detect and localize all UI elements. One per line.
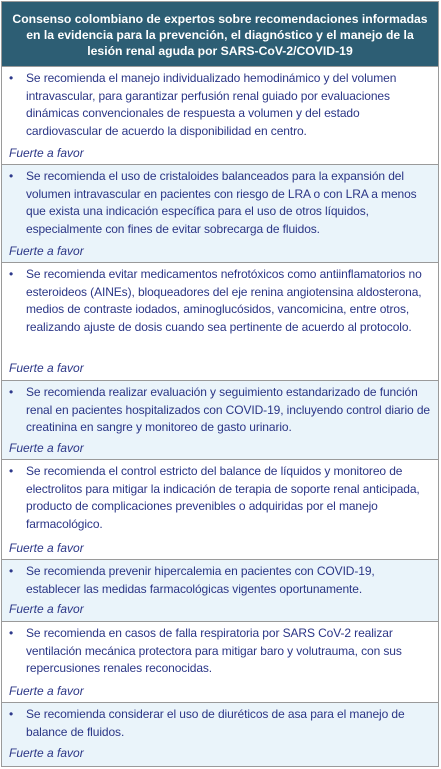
recommendation-row bbox=[2, 622, 438, 703]
bullet-icon: • bbox=[9, 564, 14, 578]
recommendation-strength: Fuerte a favor bbox=[9, 441, 84, 455]
recommendation-text: Se recomienda prevenir hipercalemia en pacientes con COVID-19, establecer las medidas farmacológicas vigentes oportunamente. bbox=[26, 564, 375, 596]
recommendation-row bbox=[2, 67, 438, 165]
recommendation-row bbox=[2, 460, 438, 560]
recommendation-text: Se recomienda el uso de cristaloides balanceados para la expansión del volumen intravascular en pacientes con riesgo de LRA o con LRA a menos que exista una indicación específica para el uso de otros líquidos, especialmente con fines de evitar sobrecarga de fluidos. bbox=[26, 169, 417, 236]
recommendation-strength: Fuerte a favor bbox=[9, 684, 84, 698]
recommendation-text: Se recomienda realizar evaluación y seguimiento estandarizado de función renal en pacientes hospitalizados con COVID-19, incluyendo control diario de creatinina en sangre y monitoreo de gasto urinario. bbox=[26, 385, 430, 435]
recommendation-text: Se recomienda en casos de falla respiratoria por SARS CoV-2 realizar ventilación mecánica protectora para mitigar baro y volutrauma, con sus repercusiones renales reconocidas. bbox=[26, 626, 402, 676]
table-title: Consenso colombiano de expertos sobre recomendaciones informadas en la evidencia para la prevención, el diagnóstico y el manejo de la lesión renal aguda por SARS-CoV-2/COVID-19 bbox=[12, 11, 428, 58]
recommendations-table bbox=[1, 1, 439, 767]
recommendation-row bbox=[2, 703, 438, 766]
recommendation-row bbox=[2, 560, 438, 622]
bullet-icon: • bbox=[9, 626, 14, 640]
table-header bbox=[2, 2, 438, 67]
bullet-icon: • bbox=[9, 71, 14, 85]
recommendation-strength: Fuerte a favor bbox=[9, 244, 84, 258]
recommendation-text: Se recomienda evitar medicamentos nefrotóxicos como antiinflamatorios no esteroideos (AINEs), bloqueadores del eje renina angiotensina aldosterona, medios de contraste iodados, aminoglucósidos, vancomicina, entre otros, realizando ajuste de dosis cuando sea pertinente de acuerdo al protocolo. bbox=[26, 267, 422, 334]
recommendation-row bbox=[2, 263, 438, 381]
bullet-icon: • bbox=[9, 267, 14, 281]
recommendation-text: Se recomienda el control estricto del balance de líquidos y monitoreo de electrolitos para mitigar la indicación de terapia de soporte renal anticipada, producto de complicaciones prevenibles o adquiridas por el manejo farmacológico. bbox=[26, 464, 420, 531]
recommendation-strength: Fuerte a favor bbox=[9, 146, 84, 160]
recommendation-strength: Fuerte a favor bbox=[9, 361, 84, 375]
recommendation-text: Se recomienda el manejo individualizado hemodinámico y del volumen intravascular, para garantizar perfusión renal guiado por evaluaciones dinámicas convencionales de respuesta a volumen y del estado cardiovascular de acuerdo la disponibilidad en centro. bbox=[26, 71, 397, 138]
recommendation-strength: Fuerte a favor bbox=[9, 746, 84, 760]
bullet-icon: • bbox=[9, 169, 14, 183]
recommendation-row bbox=[2, 381, 438, 460]
bullet-icon: • bbox=[9, 385, 14, 399]
recommendation-strength: Fuerte a favor bbox=[9, 541, 84, 555]
recommendation-row bbox=[2, 165, 438, 263]
bullet-icon: • bbox=[9, 707, 14, 721]
recommendation-text: Se recomienda considerar el uso de diuréticos de asa para el manejo de balance de fluidos. bbox=[26, 707, 405, 739]
bullet-icon: • bbox=[9, 464, 14, 478]
recommendation-strength: Fuerte a favor bbox=[9, 602, 84, 616]
